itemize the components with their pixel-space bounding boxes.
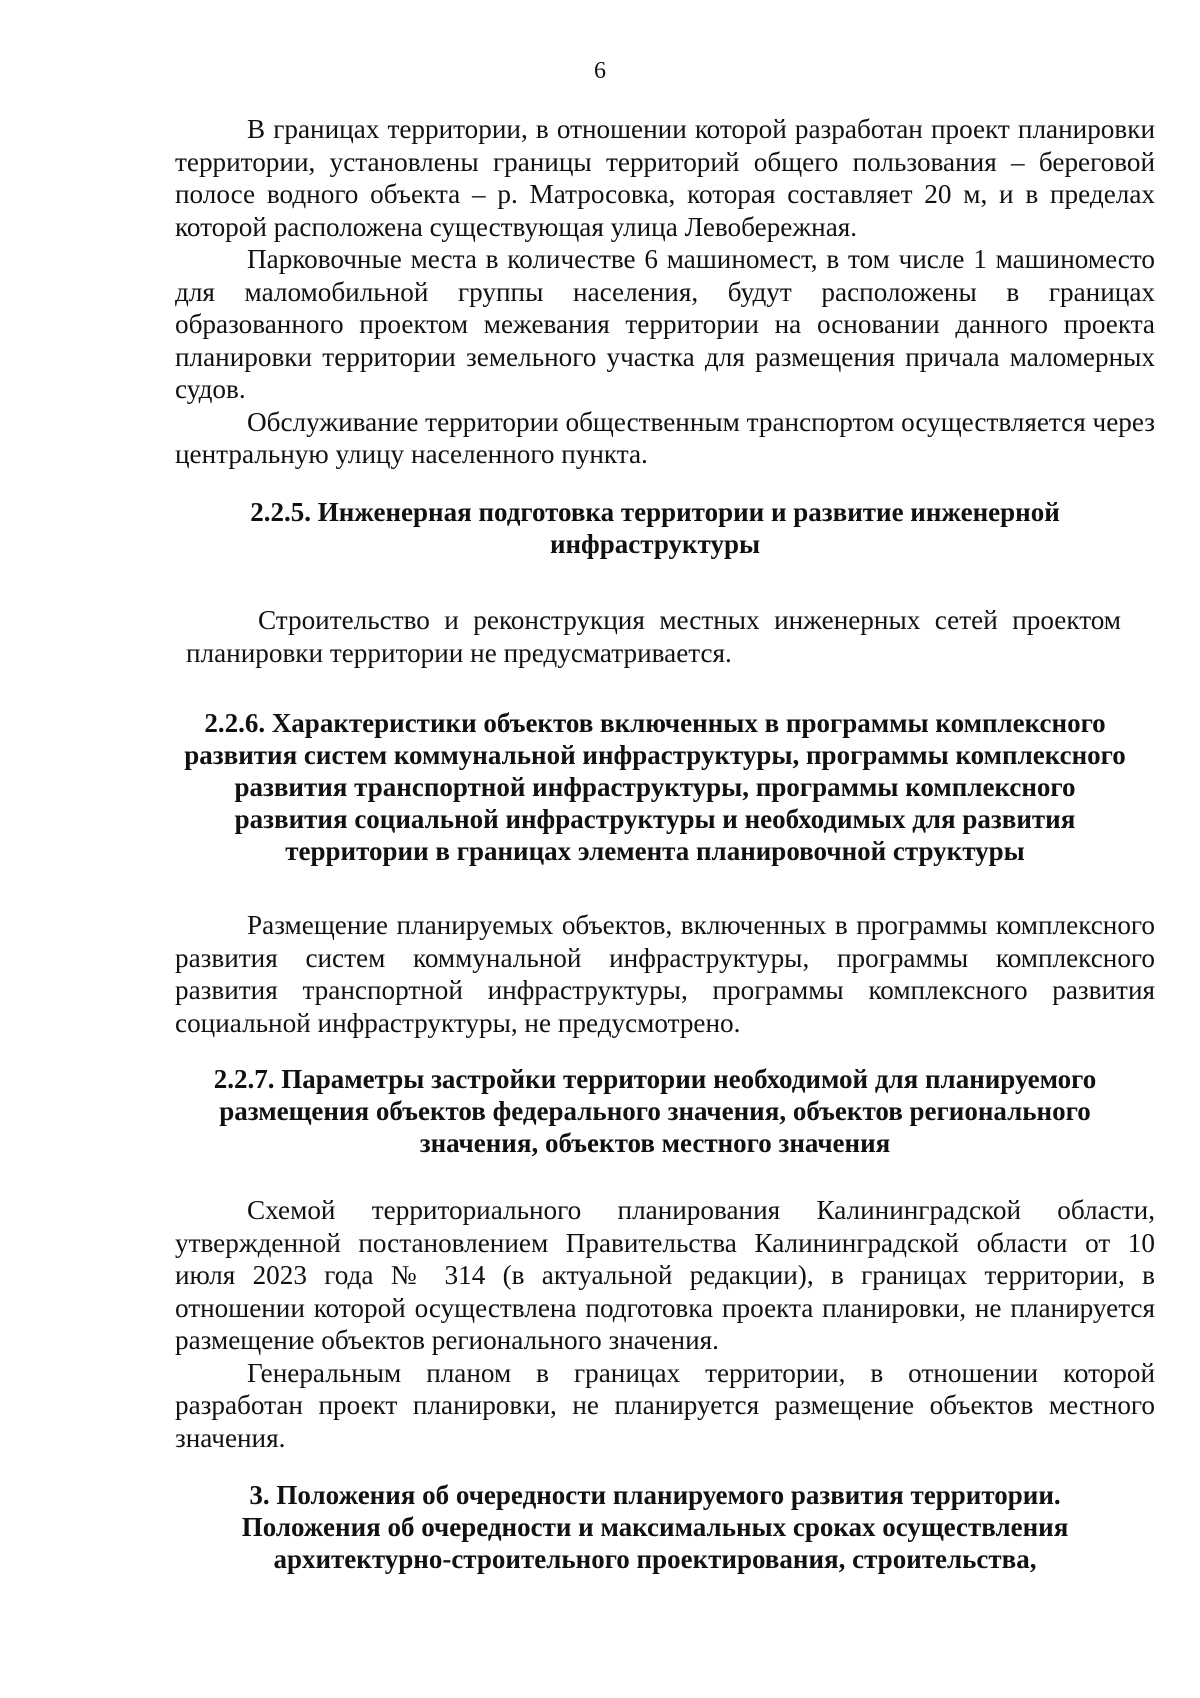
paragraph: Обслуживание территории общественным транспортом осуществляется через центральную улицу населенного пункта. xyxy=(175,406,1155,469)
section-2-2-7-body xyxy=(175,1194,1155,1454)
section-2-2-7-heading-block xyxy=(190,1063,1120,1159)
section-3-heading-block xyxy=(200,1479,1110,1575)
paragraph: Генеральным планом в границах территории, в отношении которой разработан проект планировки, не планируется размещение объектов местного значения. xyxy=(175,1357,1155,1453)
intro-block xyxy=(175,113,1155,471)
section-heading: 2.2.6. Характеристики объектов включенных в программы комплексного развития систем коммунальной инфраструктуры, программы комплексного развития транспортной инфраструктуры, программы комплексного развития социальной инфраструктуры и необходимых для развития территории в границах элемента планировочной структуры xyxy=(184,708,1126,866)
paragraph: В границах территории, в отношении которой разработан проект планировки территории, установлены границы территорий общего пользования – береговой полосе водного объекта – р. Матросовка, которая составляет 20 м, и в пределах которой расположена существующая улица Левобережная. xyxy=(175,114,1155,242)
section-2-2-5-body xyxy=(186,604,1121,669)
section-heading: 2.2.7. Параметры застройки территории необходимой для планируемого размещения объектов федерального значения, объектов регионального значения, объектов местного значения xyxy=(213,1064,1097,1158)
section-heading: 2.2.5. Инженерная подготовка территории и развитие инженерной инфраструктуры xyxy=(250,497,1060,559)
paragraph: Размещение планируемых объектов, включенных в программы комплексного развития систем коммунальной инфраструктуры, программы комплексного развития транспортной инфраструктуры, программы комплексного развития социальной инфраструктуры, не предусмотрено. xyxy=(175,910,1155,1038)
section-2-2-6-body xyxy=(175,909,1155,1039)
section-heading-line: 3. Положения об очередности планируемого развития территории. xyxy=(249,1480,1061,1510)
paragraph: Парковочные места в количестве 6 машиномест, в том числе 1 машиноместо для маломобильной группы населения, будут расположены в границах образованного проектом межевания территории на основании данного проекта планировки территории земельного участка для размещения причала маломерных судов. xyxy=(175,244,1155,404)
section-heading-line: Положения об очередности и максимальных сроках осуществления архитектурно-строительного проектирования, строительства, xyxy=(241,1512,1069,1574)
paragraph: Схемой территориального планирования Калининградской области, утвержденной постановлением Правительства Калининградской области от 10 июля 2023 года № 314 (в актуальной редакции), в границах территории, в отношении которой осуществлена подготовка проекта планировки, не планируется размещение объектов регионального значения. xyxy=(175,1195,1155,1355)
paragraph: Строительство и реконструкция местных инженерных сетей проектом планировки территории не предусматривается. xyxy=(186,605,1121,668)
page-number: 6 xyxy=(594,58,606,84)
section-2-2-5-heading-block xyxy=(215,496,1095,560)
section-2-2-6-heading-block xyxy=(182,707,1128,867)
